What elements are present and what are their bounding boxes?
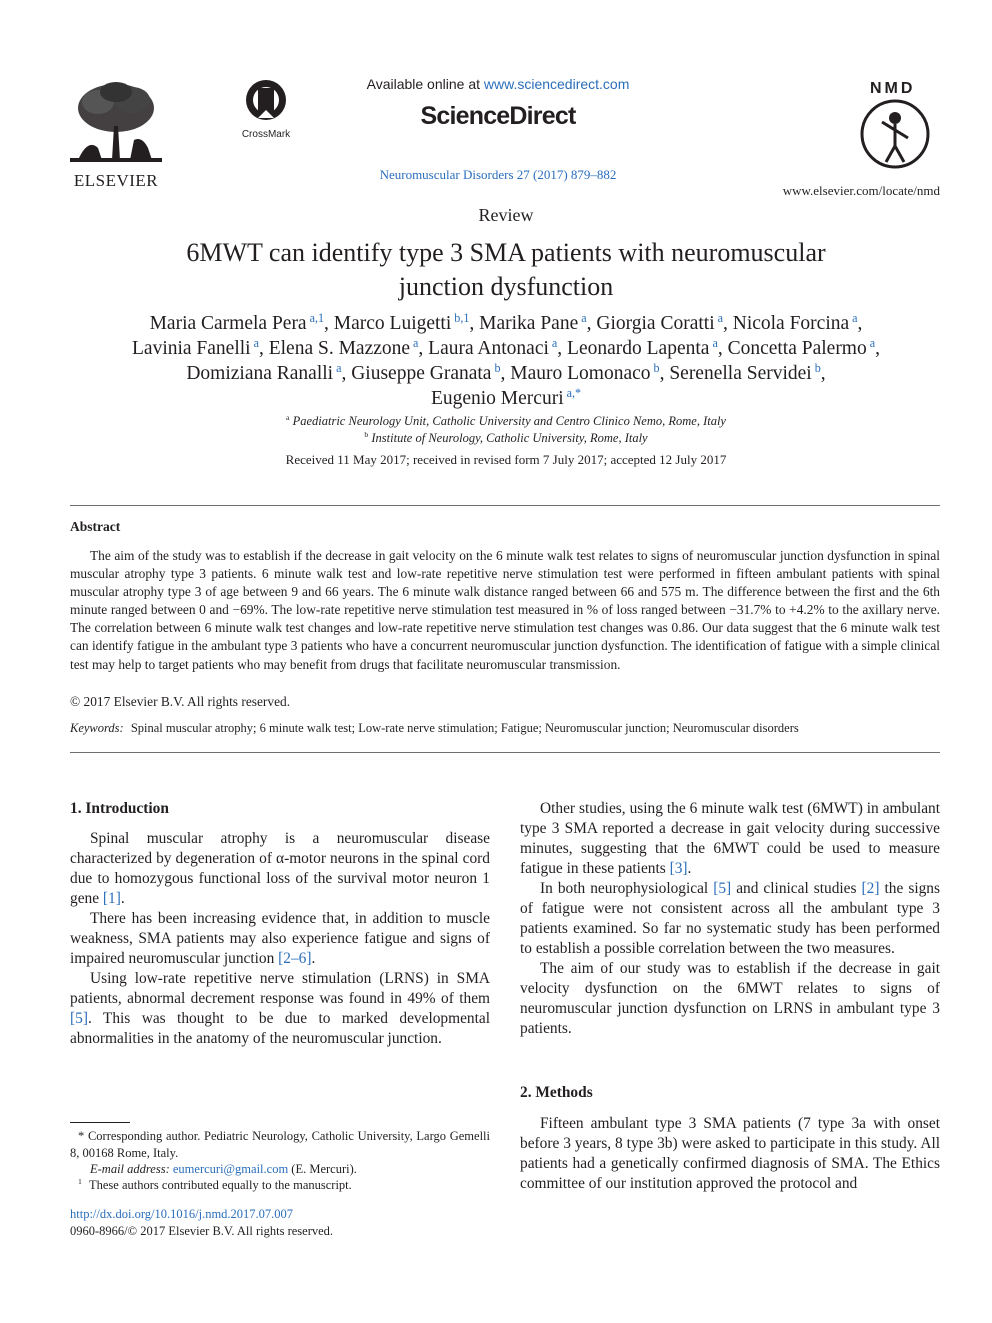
author-name: Concetta Palermo xyxy=(727,338,867,359)
authors-line-2 xyxy=(60,336,952,361)
author-affiliation-mark[interactable]: a xyxy=(712,335,718,350)
author xyxy=(727,335,880,359)
author-affiliation-mark[interactable]: b xyxy=(494,360,501,375)
article-title xyxy=(60,236,952,304)
available-prefix: Available online at xyxy=(366,76,480,92)
affiliation-b-mark: b xyxy=(364,429,369,439)
elsevier-tree-icon xyxy=(68,78,164,164)
author-name: Laura Antonaci xyxy=(428,338,549,359)
equal-text: These authors contributed equally to the manuscript. xyxy=(89,1178,352,1192)
author-separator: , xyxy=(341,363,352,384)
methods-p1-text: Fifteen ambulant type 3 SMA patients (7 type 3a with onset before 3 years, 8 type 3b) were asked to participate in this study. All patients had a genetically confirmed diagnosis of SMA. The Ethics committee of our institution approved the protocol and xyxy=(520,1115,940,1192)
divider-top xyxy=(70,505,940,506)
nmd-logo xyxy=(852,78,938,176)
intro-p2-end: . xyxy=(311,950,316,967)
author-affiliation-mark[interactable]: a xyxy=(869,335,876,350)
author-list xyxy=(60,311,952,411)
affiliation-a-mark: a xyxy=(286,412,290,422)
author-name: Marco Luigetti xyxy=(333,313,452,334)
email-link[interactable]: eumercuri@gmail.com xyxy=(172,1162,289,1176)
author xyxy=(510,360,670,384)
right-paragraph-2 xyxy=(520,879,940,959)
author-name: Marika Pane xyxy=(479,313,579,334)
title-line-2: junction dysfunction xyxy=(398,272,614,301)
author-separator: , xyxy=(324,313,334,334)
author-separator: , xyxy=(258,338,269,359)
footnote-rule xyxy=(70,1122,130,1123)
author xyxy=(268,335,429,359)
intro-paragraph-3 xyxy=(70,969,490,1049)
left-column xyxy=(70,799,490,1049)
author xyxy=(669,360,826,384)
author-name: Giorgia Coratti xyxy=(596,313,715,334)
intro-p2-text: There has been increasing evidence that, in addition to muscle weakness, SMA patients may also experience fatigue and signs of impaired neuromuscular junction xyxy=(70,910,490,967)
intro-p1-text: Spinal muscular atrophy is a neuromuscular disease characterized by degeneration of α-motor neurons in the spinal cord due to homozygous functional loss of the survival motor neuron 1 gene xyxy=(70,830,490,907)
author-affiliation-mark[interactable]: a xyxy=(551,335,558,350)
author-name: Domiziana Ranalli xyxy=(186,363,334,384)
author-affiliation-mark[interactable]: a xyxy=(852,310,858,325)
authors-line-3 xyxy=(60,361,952,386)
keywords-text: Spinal muscular atrophy; 6 minute walk test; Low-rate nerve stimulation; Fatigue; Neuromuscular junction; Neuromuscular disorders xyxy=(130,721,799,735)
nmd-wordmark: NMD xyxy=(870,80,916,97)
author-separator: , xyxy=(857,313,863,334)
abstract-heading: Abstract xyxy=(70,519,121,534)
ref-3-link[interactable]: [3] xyxy=(669,860,688,877)
author xyxy=(567,335,728,359)
right-p1-text: Other studies, using the 6 minute walk test (6MWT) in ambulant type 3 SMA reported a decrease in gait velocity during successive minutes, suggesting that the 6MWT could be used to measure fatigue in these patients xyxy=(520,800,940,877)
author-name: Eugenio Mercuri xyxy=(430,388,564,409)
author-affiliation-mark[interactable]: a xyxy=(413,335,419,350)
author xyxy=(428,335,568,359)
abstract-text: The aim of the study was to establish if the decrease in gait velocity on the 6 minute walk test relates to signs of neuromuscular junction dysfunction in spinal muscular atrophy type 3 patients. 6 minute walk test and low-rate repetitive nerve stimulation test were performed in fifteen ambulant patients with spinal muscular atrophy type 3 of age between 9 and 66 years. The 6 minute walk distance ranged between 66 and 575 m. The difference between the first and the 6th minute ranged between 0 and −69%. The low-rate repetitive nerve stimulation test measured in % of loss ranged between −31.7% to +4.2% to the axillary nerve. The correlation between 6 minute walk test changes and low-rate repetitive nerve stimulation test changes was 0.86. Our data suggest that the 6 minute walk test can identify fatigue in the ambulant type 3 patients who have a concurrent neuromuscular junction dysfunction. The identification of fatigue with a simple clinical test may help to target patients who may benefit from drugs that facilitate neuromuscular transmission. xyxy=(70,548,940,672)
author-separator: , xyxy=(586,313,597,334)
methods-paragraph-1 xyxy=(520,1114,940,1194)
footnote-equal-contribution xyxy=(78,1178,352,1193)
author xyxy=(430,385,582,409)
right-paragraph-3: The aim of our study was to establish if the decrease in gait velocity dysfunction on the 6MWT relates to signs of neuromuscular junction dysfunction on LRNS in ambulant type 3 patients. xyxy=(520,960,940,1037)
author-affiliation-mark[interactable]: a xyxy=(581,310,587,325)
author-separator: , xyxy=(820,363,826,384)
journal-reference[interactable]: Neuromuscular Disorders 27 (2017) 879–882 xyxy=(379,167,617,182)
equal-mark: 1 xyxy=(78,1176,82,1186)
author-affiliation-mark[interactable]: b,1 xyxy=(454,310,470,325)
author-name: Elena S. Mazzone xyxy=(268,338,411,359)
footnote-corresponding xyxy=(70,1128,490,1162)
sciencedirect-logo: ScienceDirect xyxy=(420,102,576,130)
affiliation-a xyxy=(60,414,952,429)
author-separator: , xyxy=(500,363,511,384)
right-column xyxy=(520,799,940,1039)
author-name: Nicola Forcina xyxy=(732,313,850,334)
ref-2-link[interactable]: [2] xyxy=(861,880,880,897)
crossmark-icon xyxy=(236,78,296,126)
intro-p3-end: . This was thought to be due to marked developmental abnormalities in the anatomy of the neuromuscular junction. xyxy=(70,1010,490,1047)
author xyxy=(479,310,597,334)
keywords-label: Keywords: xyxy=(70,721,124,735)
author-affiliation-mark[interactable]: b xyxy=(814,360,821,375)
elsevier-wordmark: ELSEVIER xyxy=(73,171,159,190)
author xyxy=(333,310,480,334)
authors-line-4 xyxy=(60,386,952,411)
email-label: E-mail address: xyxy=(90,1162,170,1176)
sciencedirect-link[interactable]: www.sciencedirect.com xyxy=(483,76,630,92)
author-affiliation-mark[interactable]: a,1 xyxy=(309,310,325,325)
author-affiliation-mark[interactable]: a,* xyxy=(566,385,582,400)
author-affiliation-mark[interactable]: b xyxy=(653,360,660,375)
intro-heading: 1. Introduction xyxy=(70,800,169,817)
author-affiliation-mark[interactable]: a xyxy=(717,310,723,325)
right-paragraph-1 xyxy=(520,799,940,879)
author-separator: , xyxy=(875,338,880,359)
author-separator: , xyxy=(722,313,733,334)
author xyxy=(132,335,269,359)
available-online xyxy=(300,76,696,92)
title-line-1: 6MWT can identify type 3 SMA patients with neuromuscular xyxy=(186,238,826,267)
article-type: Review xyxy=(478,205,534,225)
ref-5-link[interactable]: [5] xyxy=(70,1010,88,1027)
affiliation-b-text: Institute of Neurology, Catholic University, Rome, Italy xyxy=(371,431,648,445)
author-name: Leonardo Lapenta xyxy=(567,338,710,359)
corresponding-mark: * xyxy=(78,1129,85,1143)
right-p2-end: the signs of fatigue were not consistent across all the ambulant type 3 patients examined. So far no systematic study has been performed to establish a possible correlation between the two measures. xyxy=(520,880,940,957)
author-separator: , xyxy=(717,338,728,359)
author xyxy=(186,360,352,384)
ref-1-link[interactable]: [1] xyxy=(102,890,121,907)
author xyxy=(596,310,733,334)
issn-copyright: 0960-8966/© 2017 Elsevier B.V. All rights reserved. xyxy=(70,1224,334,1238)
right-p2-mid: and clinical studies xyxy=(731,880,862,897)
corresponding-text: Corresponding author. Pediatric Neurology, Catholic University, Largo Gemelli 8, 00168 Rome, Italy. xyxy=(70,1129,490,1160)
author xyxy=(732,310,863,334)
author-affiliation-mark[interactable]: a xyxy=(253,335,259,350)
author xyxy=(351,360,511,384)
divider-bottom xyxy=(70,752,940,753)
right-p1-end: . xyxy=(687,860,692,877)
intro-p1-end: . xyxy=(120,890,125,907)
author-separator: , xyxy=(659,363,670,384)
abstract-copyright: © 2017 Elsevier B.V. All rights reserved. xyxy=(70,694,291,709)
intro-p3-text: Using low-rate repetitive nerve stimulation (LRNS) in SMA patients, abnormal decrement response was found in 49% of them xyxy=(70,970,490,1007)
footnote-email xyxy=(90,1162,357,1177)
doi-link[interactable]: http://dx.doi.org/10.1016/j.nmd.2017.07.007 xyxy=(70,1207,294,1221)
right-p2-text: In both neurophysiological xyxy=(540,880,714,897)
keywords xyxy=(70,721,940,736)
elsevier-logo xyxy=(68,78,164,190)
journal-url[interactable]: www.elsevier.com/locate/nmd xyxy=(782,183,940,198)
ref-5b-link[interactable]: [5] xyxy=(713,880,732,897)
author-name: Maria Carmela Pera xyxy=(149,313,307,334)
email-name: (E. Mercuri). xyxy=(291,1162,357,1176)
author-separator: , xyxy=(418,338,429,359)
affiliation-a-text: Paediatric Neurology Unit, Catholic University and Centro Clinico Nemo, Rome, Italy xyxy=(292,414,726,428)
methods-heading: 2. Methods xyxy=(520,1084,593,1101)
received-dates: Received 11 May 2017; received in revised form 7 July 2017; accepted 12 July 2017 xyxy=(285,452,727,467)
intro-paragraph-1 xyxy=(70,829,490,909)
author-separator: , xyxy=(557,338,568,359)
author xyxy=(149,310,334,334)
author-separator: , xyxy=(469,313,480,334)
authors-line-1 xyxy=(60,311,952,336)
crossmark-logo[interactable] xyxy=(236,78,296,138)
author-name: Lavinia Fanelli xyxy=(132,338,251,359)
author-affiliation-mark[interactable]: a xyxy=(336,360,342,375)
ref-2-6-link[interactable]: [2–6] xyxy=(278,950,312,967)
author-name: Serenella Servidei xyxy=(669,363,812,384)
crossmark-label: CrossMark xyxy=(241,129,291,140)
intro-paragraph-2 xyxy=(70,909,490,969)
author-name: Mauro Lomonaco xyxy=(510,363,651,384)
affiliation-b xyxy=(60,431,952,446)
author-name: Giuseppe Granata xyxy=(351,363,492,384)
